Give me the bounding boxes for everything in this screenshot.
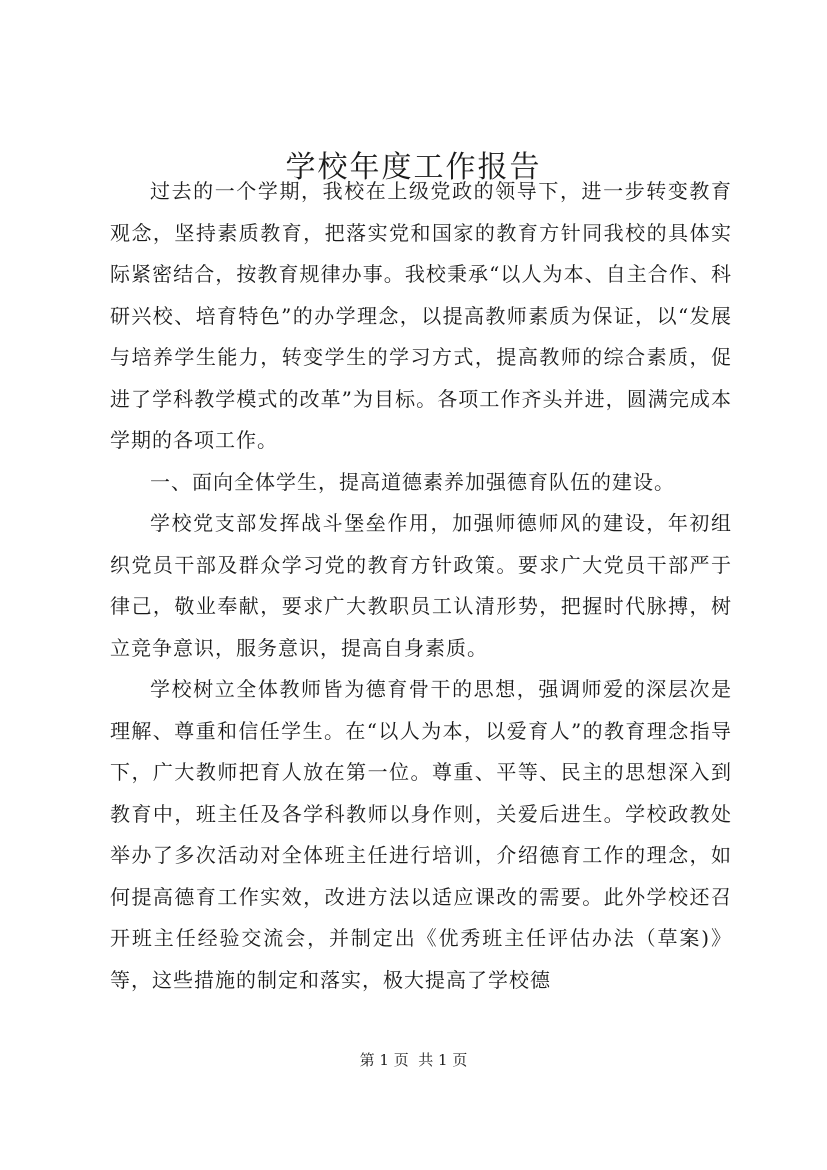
paragraph-moral-education: 学校树立全体教师皆为德育骨干的思想，强调师爱的深层次是理解、尊重和信任学生。在“以人为本，以爱育人”的教育理念指导下，广大教师把育人放在第一位。尊重、平等、民主的思想深入到教育中，班主任及各学科教师以身作则，关爱后进生。学校政教处举办了多次活动对全体班主任进行培训，介绍德育工作的理念，如何提高德育工作实效，改进方法以适应课改的需要。此外学校还召开班主任经验交流会，并制定出《优秀班主任评估办法（草案)》等，这些措施的制定和落实，极大提高了学校德 bbox=[110, 677, 732, 992]
page-footer bbox=[0, 1050, 827, 1070]
paragraph-party-branch: 学校党支部发挥战斗堡垒作用，加强师德师风的建设，年初组织党员干部及群众学习党的教育方针政策。要求广大党员干部严于律己，敬业奉献，要求广大教职员工认清形势，把握时代脉搏，树立竞争意识，服务意识，提高自身素质。 bbox=[110, 511, 732, 660]
paragraph-intro: 过去的一个学期，我校在上级党政的领导下，进一步转变教育观念，坚持素质教育，把落实党和国家的教育方针同我校的具体实际紧密结合，按教育规律办事。我校秉承“以人为本、自主合作、科研兴校、培育特色”的办学理念，以提高教师素质为保证，以“发展与培养学生能力，转变学生的学习方式，提高教师的综合素质，促进了学科教学模式的改革”为目标。各项工作齐头并进，圆满完成本学期的各项工作。 bbox=[110, 179, 732, 452]
document-title: 学校年度工作报告 bbox=[285, 150, 542, 185]
document-body bbox=[110, 171, 732, 1001]
page-number-label: 第 1 页 共 1 页 bbox=[359, 1051, 468, 1069]
section-heading-1: 一、面向全体学生，提高道德素养加强德育队伍的建设。 bbox=[150, 469, 675, 494]
